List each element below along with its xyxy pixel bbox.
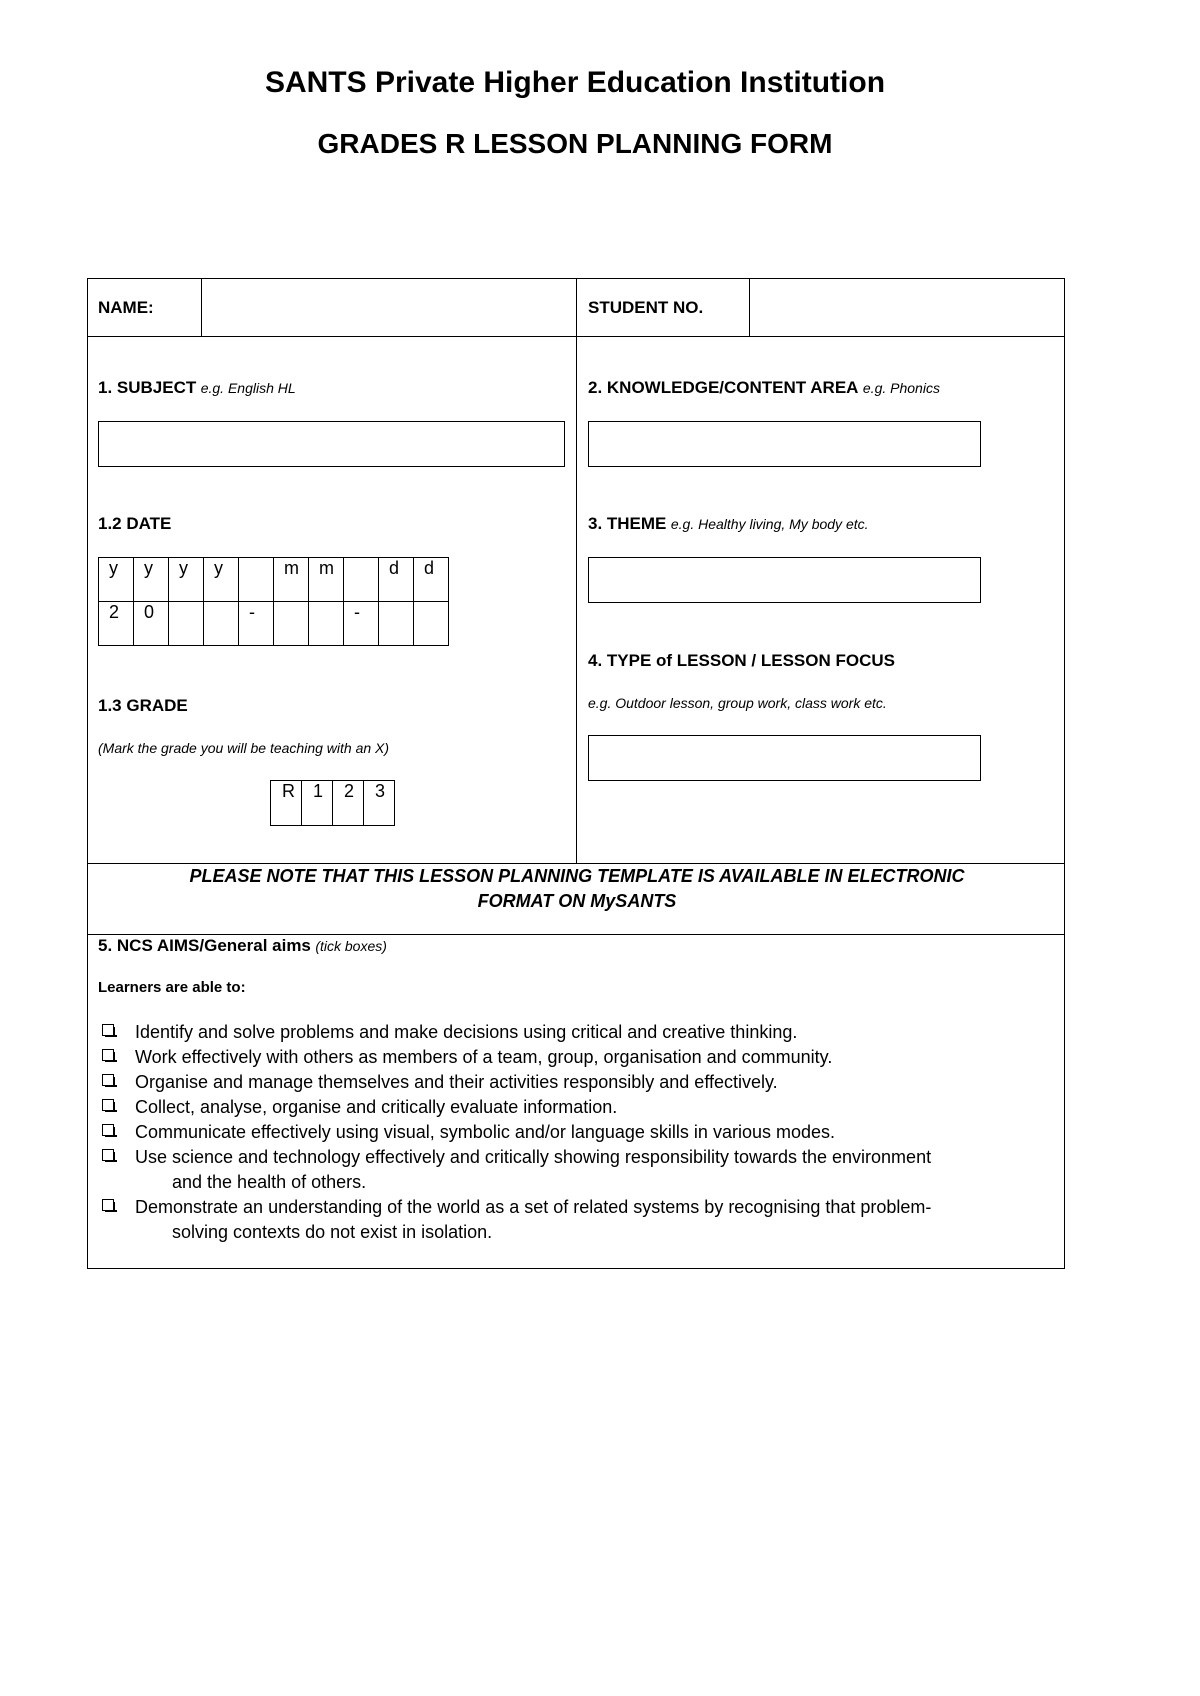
date-header-cell: m [309,558,344,602]
aims-hint: (tick boxes) [315,938,387,954]
aim-item [98,1070,1048,1095]
name-field[interactable] [203,281,573,334]
date-value-cell[interactable] [204,602,239,646]
grade-option-1[interactable]: 1 [302,781,333,826]
date-header-cell [344,558,379,602]
date-header-cell: y [204,558,239,602]
note-line-1: PLEASE NOTE THAT THIS LESSON PLANNING TEMPLATE IS AVAILABLE IN ELECTRONIC [189,866,965,886]
aim-text: Work effectively with others as members of a team, group, organisation and community. [135,1047,833,1067]
date-value-cell[interactable] [274,602,309,646]
grade-option-3[interactable]: 3 [364,781,395,826]
divider-name [201,279,202,336]
date-value-cell[interactable] [379,602,414,646]
date-label: 1.2 DATE [98,514,172,533]
checkbox-icon[interactable] [102,1199,114,1211]
date-value-cell[interactable] [414,602,449,646]
date-grid [98,557,449,646]
aim-item [98,1020,1048,1045]
checkbox-icon[interactable] [102,1024,114,1036]
date-value-cell[interactable]: - [239,602,274,646]
date-header-cell [239,558,274,602]
lesson-type-label: 4. TYPE of LESSON / LESSON FOCUS [588,651,895,670]
aim-text: Identify and solve problems and make decisions using critical and creative thinking. [135,1022,798,1042]
date-header-cell: d [379,558,414,602]
date-header-cell: y [169,558,204,602]
institution-title: SANTS Private Higher Education Institution [264,66,886,99]
form-title: GRADES R LESSON PLANNING FORM [317,128,833,159]
aims-list [98,1020,1048,1245]
date-header-cell: y [134,558,169,602]
knowledge-heading [588,378,940,398]
note-line-2: FORMAT ON MySANTS [477,891,677,911]
grade-grid [270,780,395,826]
aim-item [98,1095,1048,1120]
grade-label: 1.3 GRADE [98,696,188,715]
aim-text-continued: and the health of others. [172,1172,367,1192]
date-header-row [99,558,449,602]
aim-item [98,1195,1048,1245]
aim-item [98,1045,1048,1070]
aim-text: Collect, analyse, organise and critically evaluate information. [135,1097,618,1117]
aims-heading [98,936,387,956]
date-value-cell[interactable] [169,602,204,646]
divider-note-bottom [88,934,1064,935]
subject-example: e.g. English HL [200,380,296,396]
grade-row [271,781,395,826]
aims-label: 5. NCS AIMS/General aims [98,936,311,955]
aim-text: Demonstrate an understanding of the world as a set of related systems by recognising that problem- [135,1197,932,1217]
aim-item [98,1120,1048,1145]
theme-label: 3. THEME [588,514,667,533]
knowledge-example: e.g. Phonics [862,380,940,396]
aim-text: Organise and manage themselves and their activities responsibly and effectively. [135,1072,778,1092]
theme-field[interactable] [588,557,981,603]
grade-instruction: (Mark the grade you will be teaching with an X) [98,740,390,756]
divider-student [749,279,750,336]
lesson-type-example: e.g. Outdoor lesson, group work, class work etc. [588,695,887,711]
checkbox-icon[interactable] [102,1049,114,1061]
name-label: NAME: [98,298,154,317]
aim-text: Communicate effectively using visual, symbolic and/or language skills in various modes. [135,1122,835,1142]
subject-label: 1. SUBJECT [98,378,197,397]
knowledge-field[interactable] [588,421,981,467]
grade-option-r[interactable]: R [271,781,302,826]
date-header-cell: y [99,558,134,602]
student-no-label: STUDENT NO. [588,298,704,317]
checkbox-icon[interactable] [102,1099,114,1111]
date-value-row [99,602,449,646]
checkbox-icon[interactable] [102,1074,114,1086]
date-value-cell[interactable]: - [344,602,379,646]
checkbox-icon[interactable] [102,1149,114,1161]
aim-text: Use science and technology effectively and critically showing responsibility towards the environment [135,1147,932,1167]
date-value-cell[interactable] [309,602,344,646]
grade-option-2[interactable]: 2 [333,781,364,826]
theme-heading [588,514,869,534]
lesson-planning-form [87,278,1065,1269]
student-no-field[interactable] [751,281,1061,334]
subject-field[interactable] [98,421,565,467]
knowledge-label: 2. KNOWLEDGE/CONTENT AREA [588,378,859,397]
lesson-type-field[interactable] [588,735,981,781]
date-header-cell: d [414,558,449,602]
aim-text-continued: solving contexts do not exist in isolation. [172,1222,493,1242]
learners-label: Learners are able to: [98,979,246,996]
divider-middle [576,279,577,863]
theme-example: e.g. Healthy living, My body etc. [670,516,869,532]
subject-heading [98,378,296,398]
date-header-cell: m [274,558,309,602]
checkbox-icon[interactable] [102,1124,114,1136]
aim-item [98,1145,1048,1195]
date-value-cell[interactable]: 0 [134,602,169,646]
electronic-format-note [88,864,1066,914]
date-value-cell[interactable]: 2 [99,602,134,646]
